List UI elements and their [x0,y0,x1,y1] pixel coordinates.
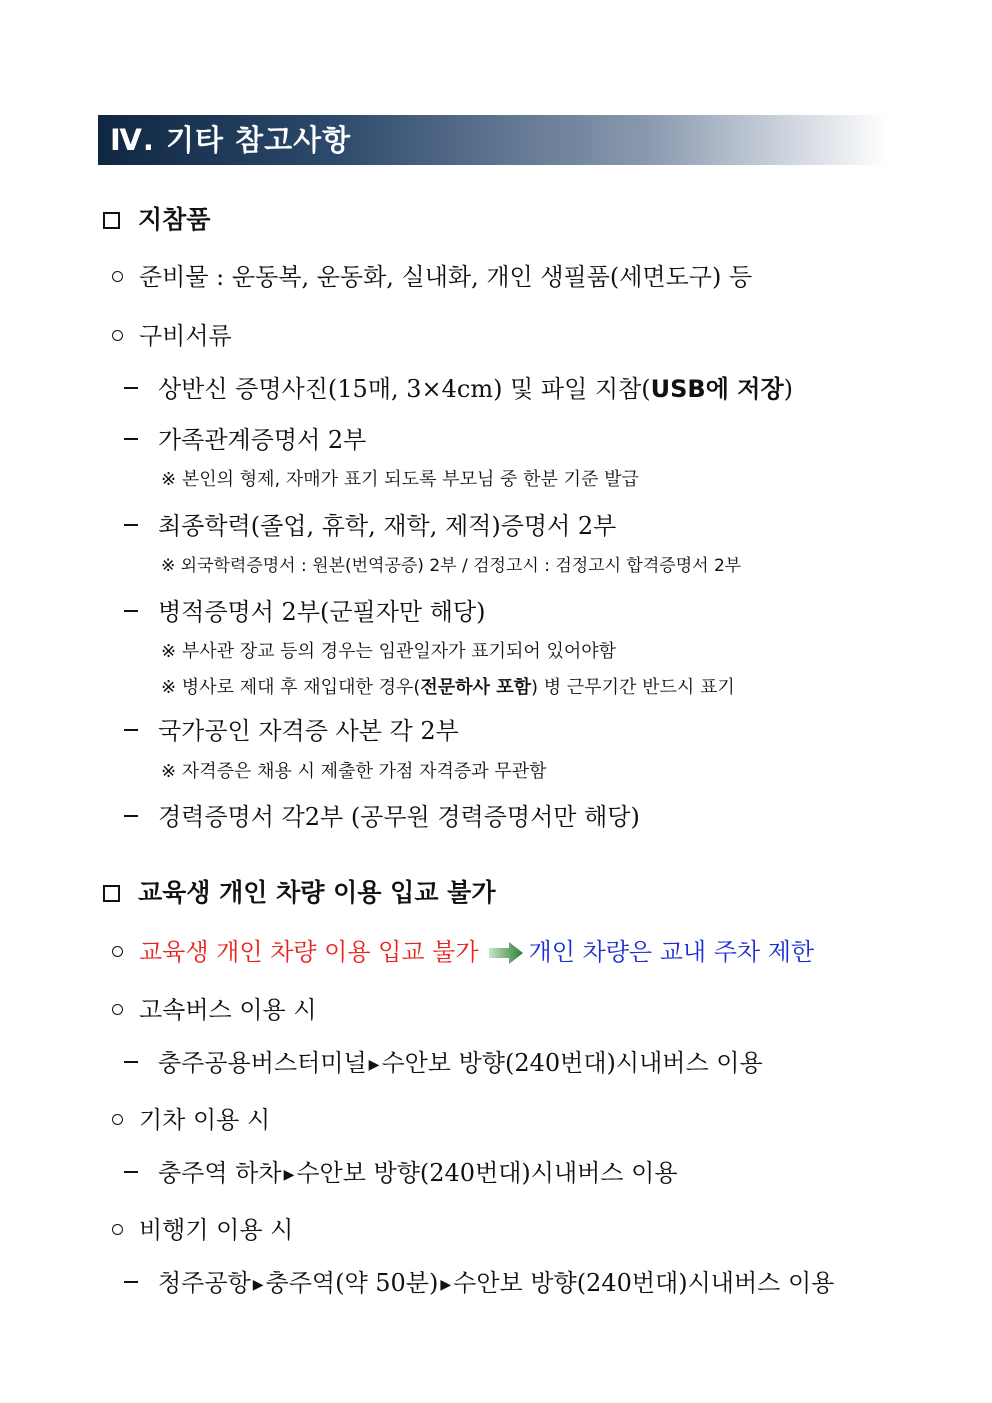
circle-bullet-icon [112,1004,123,1015]
bus-item: 고속버스 이용 시 [112,990,317,1025]
route-arrow-icon: ▶ [440,1277,452,1293]
note-military-1: ※ 부사관 장교 등의 경우는 임관일자가 표기되어 있어야함 [161,641,617,662]
bus-route: 충주공용버스터미널 ▶수안보 방향(240번대)시내버스 이용 [124,1043,763,1078]
doc-military: 병적증명서 2부(군필자만 해당) [124,592,485,627]
plane-item: 비행기 이용 시 [112,1210,293,1245]
supplies-heading: 지참품 [103,200,210,236]
dash-icon [124,1171,138,1173]
doc-photo: 상반신 증명사진(15매, 3×4cm) 및 파일 지참(USB에 저장) [124,369,793,404]
circle-bullet-icon [112,330,123,341]
section-banner [98,115,888,165]
doc-license: 국가공인 자격증 사본 각 2부 [124,711,459,746]
doc-career: 경력증명서 각2부 (공무원 경력증명서만 해당) [124,797,640,832]
note-education: ※ 외국학력증명서 : 원본(번역공증) 2부 / 검정고시 : 검정고시 합격증명서 2부 [161,556,742,576]
note-license: ※ 자격증은 채용 시 제출한 가점 자격증과 무관함 [161,761,547,782]
dash-icon [124,524,138,526]
circle-bullet-icon [112,1224,123,1235]
circle-bullet-icon [112,946,123,957]
doc-family: 가족관계증명서 2부 [124,420,366,455]
note-family: ※ 본인의 형제, 자매가 표기 되도록 부모님 중 한분 기준 발급 [161,469,639,490]
route-arrow-icon: ▶ [368,1057,380,1073]
dash-icon [124,438,138,440]
dash-icon [124,815,138,817]
route-arrow-icon: ▶ [252,1277,264,1293]
note-military-2: ※ 병사로 제대 후 재입대한 경우(전문하사 포함) 병 근무기간 반드시 표기 [161,677,735,698]
transport-heading: 교육생 개인 차량 이용 입교 불가 [103,873,495,909]
docs-item: 구비서류 [112,316,232,351]
car-warning: 교육생 개인 차량 이용 입교 불가 개인 차량은 교내 주차 제한 [112,932,814,970]
plane-route: 청주공항 ▶충주역(약 50분) ▶수안보 방향(240번대)시내버스 이용 [124,1263,834,1298]
dash-icon [124,387,138,389]
dash-icon [124,1061,138,1063]
dash-icon [124,1281,138,1283]
prep-item: 준비물 : 운동복, 운동화, 실내화, 개인 생필품(세면도구) 등 [112,257,752,292]
doc-education: 최종학력(졸업, 휴학, 재학, 제적)증명서 2부 [124,506,616,541]
square-bullet-icon [103,885,120,902]
green-arrow-icon [489,942,523,970]
train-route: 충주역 하차 ▶수안보 방향(240번대)시내버스 이용 [124,1153,678,1188]
circle-bullet-icon [112,271,123,282]
dash-icon [124,610,138,612]
train-item: 기차 이용 시 [112,1100,270,1135]
route-arrow-icon: ▶ [283,1167,295,1183]
circle-bullet-icon [112,1114,123,1125]
dash-icon [124,729,138,731]
square-bullet-icon [103,212,120,229]
section-title: Ⅳ. 기타 참고사항 [110,123,352,157]
